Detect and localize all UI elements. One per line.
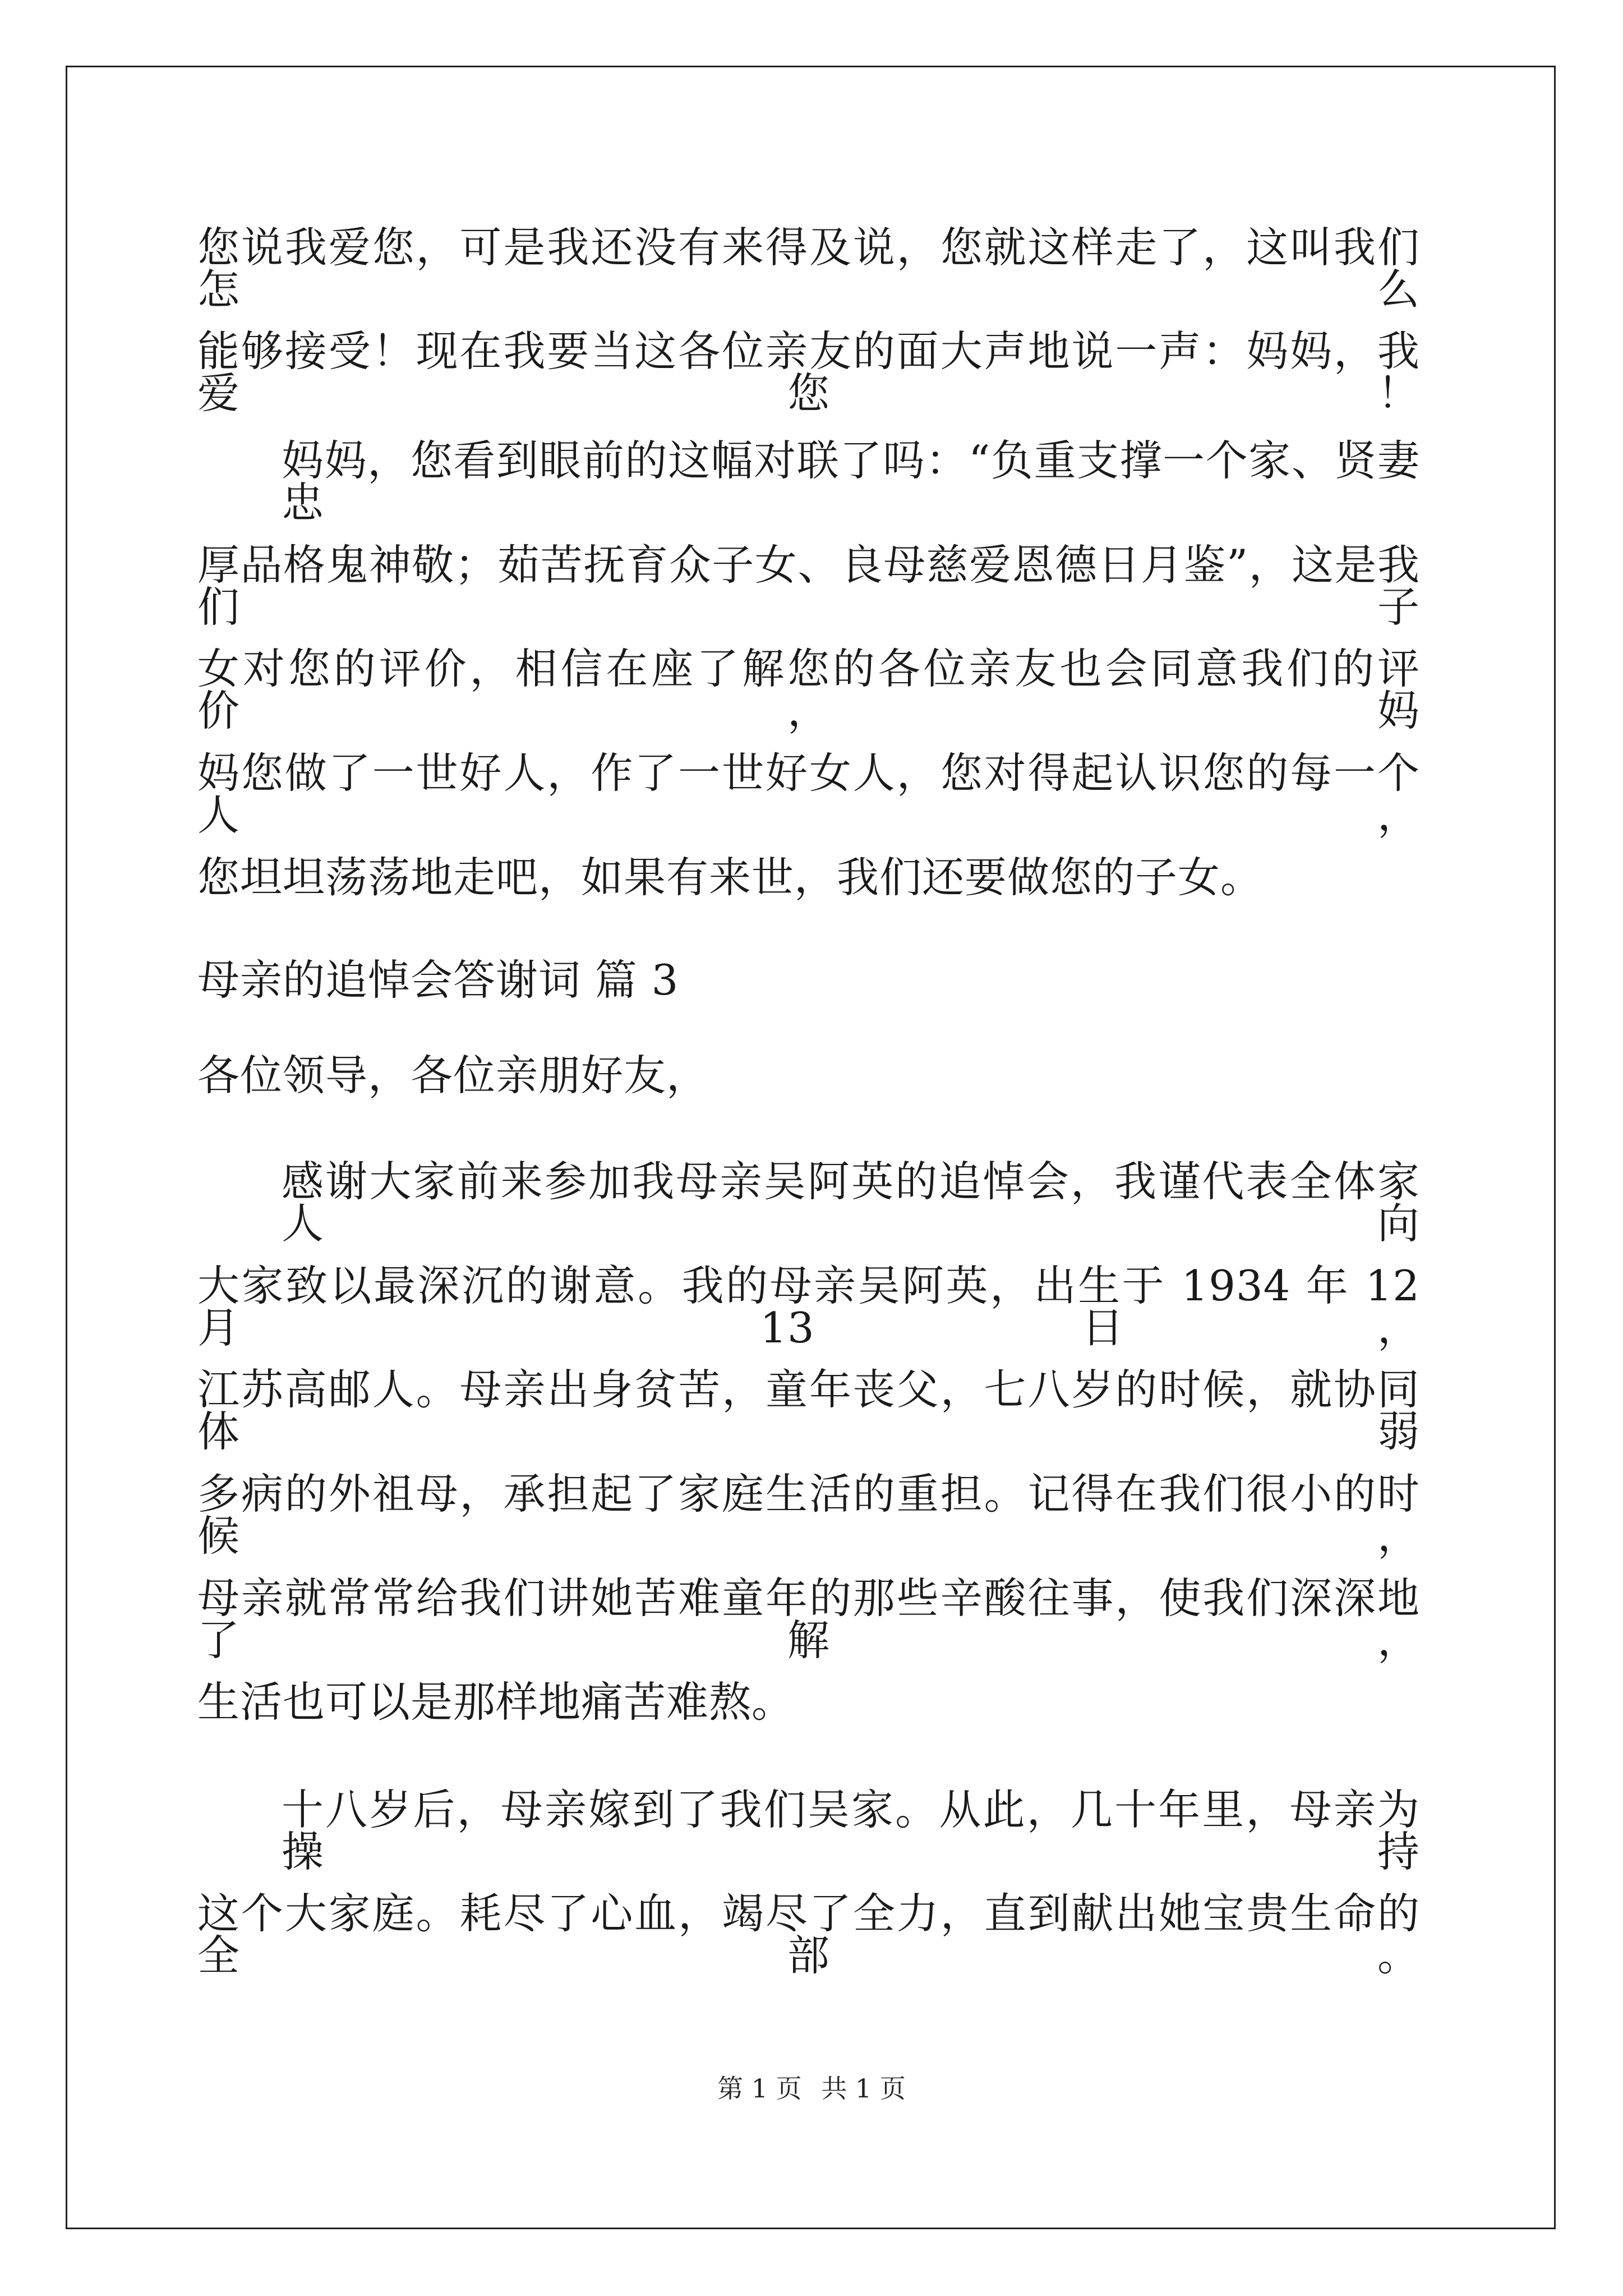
paragraph-line: 母亲就常常给我们讲她苦难童年的那些辛酸往事，使我们深深地了解， (197, 1573, 1420, 1665)
paragraph-line: 大家致以最深沉的谢意。我的母亲吴阿英，出生于 1934 年 12 月 13 日， (197, 1261, 1420, 1352)
paragraph-line: 十八岁后，母亲嫁到了我们吴家。从此，几十年里，母亲为操持 (282, 1785, 1420, 1876)
page-footer (0, 2073, 1623, 2104)
paragraph-line: 妈您做了一世好人，作了一世好女人，您对得起认识您的每一个人， (197, 748, 1420, 840)
section-heading: 母亲的追悼会答谢词 篇 3 (197, 955, 679, 1005)
paragraph-line: 多病的外祖母，承担起了家庭生活的重担。记得在我们很小的时候， (197, 1469, 1420, 1561)
paragraph-line: 妈妈，您看到眼前的这幅对联了吗：“负重支撑一个家、贤妻忠 (282, 436, 1420, 527)
paragraph-line: 生活也可以是那样地痛苦难熬。 (197, 1677, 795, 1727)
paragraph-line: 厚品格鬼神敬；茹苦抚育众子女、良母慈爱恩德日月鉴”，这是我们子 (197, 540, 1420, 632)
paragraph-line: 这个大家庭。耗尽了心血，竭尽了全力，直到献出她宝贵生命的全部。 (197, 1889, 1420, 1980)
paragraph-line: 江苏高邮人。母亲出身贫苦，童年丧父，七八岁的时候，就协同体弱 (197, 1365, 1420, 1456)
salutation-line: 各位领导，各位亲朋好友， (197, 1051, 709, 1100)
paragraph-line: 能够接受！现在我要当这各位亲友的面大声地说一声：妈妈，我爱您！ (197, 326, 1420, 418)
paragraph-line: 您说我爱您，可是我还没有来得及说，您就这样走了，这叫我们怎么 (197, 223, 1420, 314)
paragraph-line: 女对您的评价，相信在座了解您的各位亲友也会同意我们的评价，妈 (197, 644, 1420, 735)
paragraph-line: 您坦坦荡荡地走吧，如果有来世，我们还要做您的子女。 (197, 853, 1264, 902)
paragraph-line: 感谢大家前来参加我母亲吴阿英的追悼会，我谨代表全体家人向 (282, 1157, 1420, 1248)
total-pages-label: 共 1 页 (821, 2073, 906, 2104)
current-page-label: 第 1 页 (717, 2073, 802, 2104)
